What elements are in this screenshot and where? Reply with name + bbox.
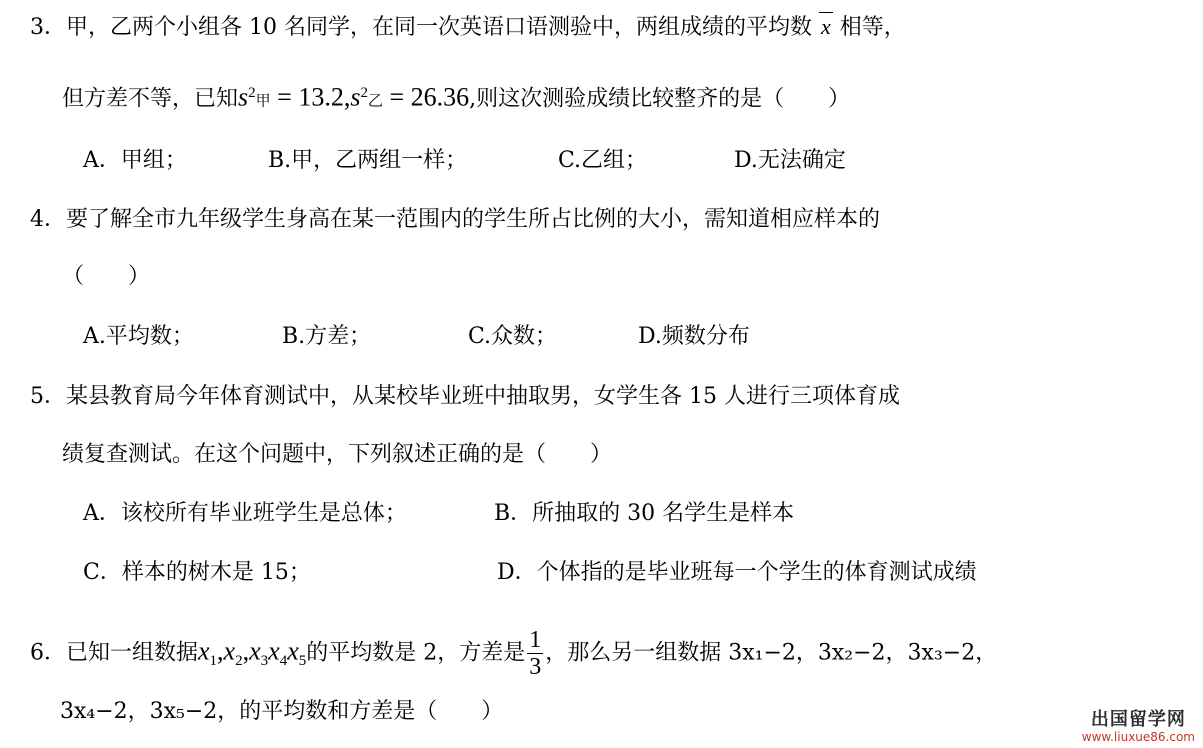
q3-option-d: D.无法确定 bbox=[734, 148, 846, 173]
q6-mid: 的平均数是 2，方差是 bbox=[306, 640, 526, 666]
fraction-denominator: 3 bbox=[529, 654, 542, 680]
q3-line1 bbox=[30, 12, 906, 43]
q5-line1: 5．某县教育局今年体育测试中，从某校毕业班中抽取男，女学生各 15 人进行三项体育成 bbox=[30, 384, 900, 409]
q6-line1 bbox=[30, 627, 997, 680]
q6-after: ，那么另一组数据 3x₁−2，3x₂−2，3x₃−2， bbox=[545, 640, 998, 666]
watermark-logo bbox=[1082, 710, 1195, 744]
fraction-numerator: 1 bbox=[529, 627, 542, 653]
q5-option-c: C．样本的树木是 15； bbox=[83, 560, 311, 585]
sub-4: 4 bbox=[279, 652, 288, 669]
watermark-title: 出国留学网 bbox=[1090, 709, 1186, 730]
sub-yi: 乙 bbox=[367, 91, 383, 110]
sub-2: 2 bbox=[235, 652, 243, 669]
q3-stem-part4: ,则这次测验成绩比较整齐的是（ ） bbox=[469, 86, 851, 112]
sub-5: 5 bbox=[298, 652, 307, 669]
q4-line1: 4．要了解全市九年级学生身高在某一范围内的学生所占比例的大小，需知道相应样本的 bbox=[30, 207, 880, 232]
var-x5: x bbox=[287, 636, 299, 666]
sup-2-jia: 2 bbox=[248, 85, 256, 101]
sub-3: 3 bbox=[260, 652, 269, 669]
equals-jia: = bbox=[277, 82, 292, 112]
q5-line2: 绩复查测试。在这个问题中，下列叙述正确的是（ ） bbox=[62, 442, 613, 467]
var-x2: x bbox=[223, 636, 236, 666]
math-comma: , bbox=[343, 82, 351, 112]
q3-option-c: C.乙组； bbox=[558, 148, 648, 173]
sub-1: 1 bbox=[209, 652, 218, 669]
value-yi: 26.36 bbox=[410, 82, 470, 112]
q6-line2: 3x₄−2，3x₅−2，的平均数和方差是（ ） bbox=[60, 699, 504, 724]
q4-option-b: B.方差； bbox=[282, 324, 372, 349]
mean-xbar-symbol: x bbox=[819, 12, 833, 42]
q3-option-a: A．甲组； bbox=[83, 148, 187, 173]
q4-option-a: A.平均数； bbox=[83, 324, 194, 349]
var-x3: x bbox=[249, 636, 261, 666]
q4-answer-blank: （ ） bbox=[62, 264, 151, 289]
q3-stem-part3: 但方差不等，已知 bbox=[62, 86, 239, 112]
q3-text: 3． bbox=[30, 15, 66, 40]
var-x4: x bbox=[268, 636, 280, 666]
fraction-one-third bbox=[527, 627, 543, 680]
q4-option-c: C.众数； bbox=[468, 324, 558, 349]
q5-option-a: A．该校所有毕业班学生是总体； bbox=[83, 501, 407, 526]
q5-option-d: D．个体指的是毕业班每一个学生的体育测试成绩 bbox=[497, 560, 977, 585]
sub-jia: 甲 bbox=[255, 91, 271, 110]
q3-stem-part2: 相等， bbox=[839, 15, 906, 40]
equals-yi: = bbox=[389, 82, 405, 112]
q3-option-b: B.甲，乙两组一样； bbox=[268, 148, 468, 173]
value-jia: 13.2 bbox=[298, 82, 344, 112]
var-x1: x bbox=[198, 636, 210, 666]
watermark-url: www.liuxue86.com bbox=[1081, 730, 1195, 744]
q5-option-b: B．所抽取的 30 名学生是样本 bbox=[494, 501, 795, 526]
q6-prefix: 6．已知一组数据 bbox=[30, 640, 198, 666]
q3-line2 bbox=[62, 78, 850, 115]
comma-1: , bbox=[217, 636, 224, 666]
variance-s-yi: s bbox=[350, 82, 361, 112]
q4-option-d: D.频数分布 bbox=[638, 324, 750, 349]
comma-2: , bbox=[242, 636, 250, 666]
variance-s-jia: s bbox=[238, 82, 249, 112]
sup-2-yi: 2 bbox=[360, 85, 368, 101]
q3-stem-part1: 甲，乙两个小组各 10 名同学，在同一次英语口语测验中，两组成绩的平均数 bbox=[66, 15, 812, 40]
